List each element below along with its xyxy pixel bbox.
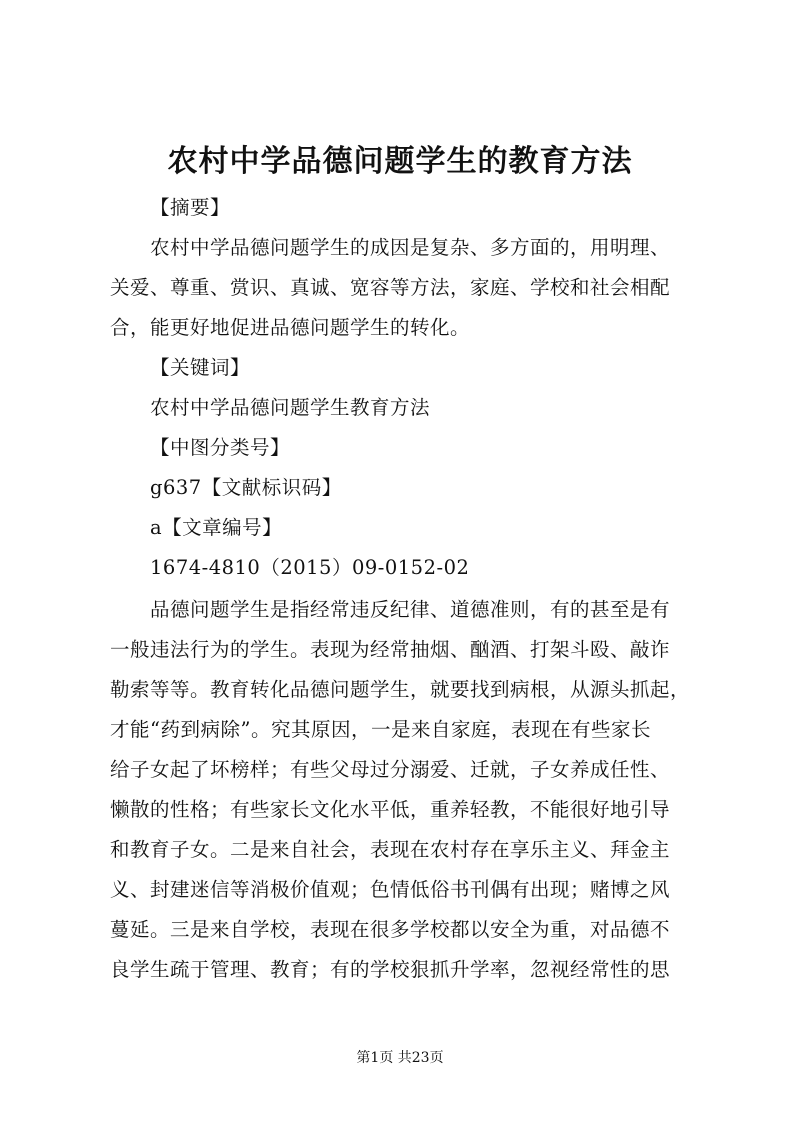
abstract-heading: 【摘要】 — [150, 196, 231, 219]
page-footer: 第1页 共23页 — [356, 1050, 444, 1066]
article-number: 1674-4810（2015）09-0152-02 — [150, 556, 470, 579]
body-line-3: 勒索等等。教育转化品德问题学生，就要找到病根，从源头抓起， — [110, 678, 691, 701]
abstract-line-3: 合，能更好地促进品德问题学生的转化。 — [110, 316, 471, 339]
body-line-10: 良学生疏于管理、教育；有的学校狠抓升学率，忽视经常性的思 — [110, 958, 671, 981]
body-line-5: 给子女起了坏榜样；有些父母过分溺爱、迁就，子女养成任性、 — [110, 758, 671, 781]
document-title: 农村中学品德问题学生的教育方法 — [167, 144, 633, 179]
body-line-1: 品德问题学生是指经常违反纪律、道德准则，有的甚至是有 — [150, 598, 671, 621]
keywords-text: 农村中学品德问题学生教育方法 — [150, 396, 431, 419]
keywords-heading: 【关键词】 — [150, 356, 251, 379]
body-line-9: 蔓延。三是来自学校，表现在很多学校都以安全为重，对品德不 — [110, 918, 671, 941]
body-line-6: 懒散的性格；有些家长文化水平低，重养轻教，不能很好地引导 — [110, 798, 671, 821]
body-line-2: 一般违法行为的学生。表现为经常抽烟、酗酒、打架斗殴、敲诈 — [110, 638, 671, 661]
classification-code: g637【文献标识码】 — [150, 476, 342, 499]
classification-heading: 【中图分类号】 — [150, 436, 291, 459]
document-code: a【文章编号】 — [150, 516, 283, 539]
abstract-line-2: 关爱、尊重、赏识、真诚、宽容等方法，家庭、学校和社会相配 — [110, 276, 671, 299]
body-line-8: 义、封建迷信等消极价值观；色情低俗书刊偶有出现；赌博之风 — [110, 878, 671, 901]
body-line-7: 和教育子女。二是来自社会，表现在农村存在享乐主义、拜金主 — [110, 838, 671, 861]
body-line-4: 才能“药到病除”。究其原因，一是来自家庭，表现在有些家长 — [110, 718, 651, 741]
abstract-line-1: 农村中学品德问题学生的成因是复杂、多方面的，用明理、 — [150, 236, 671, 259]
